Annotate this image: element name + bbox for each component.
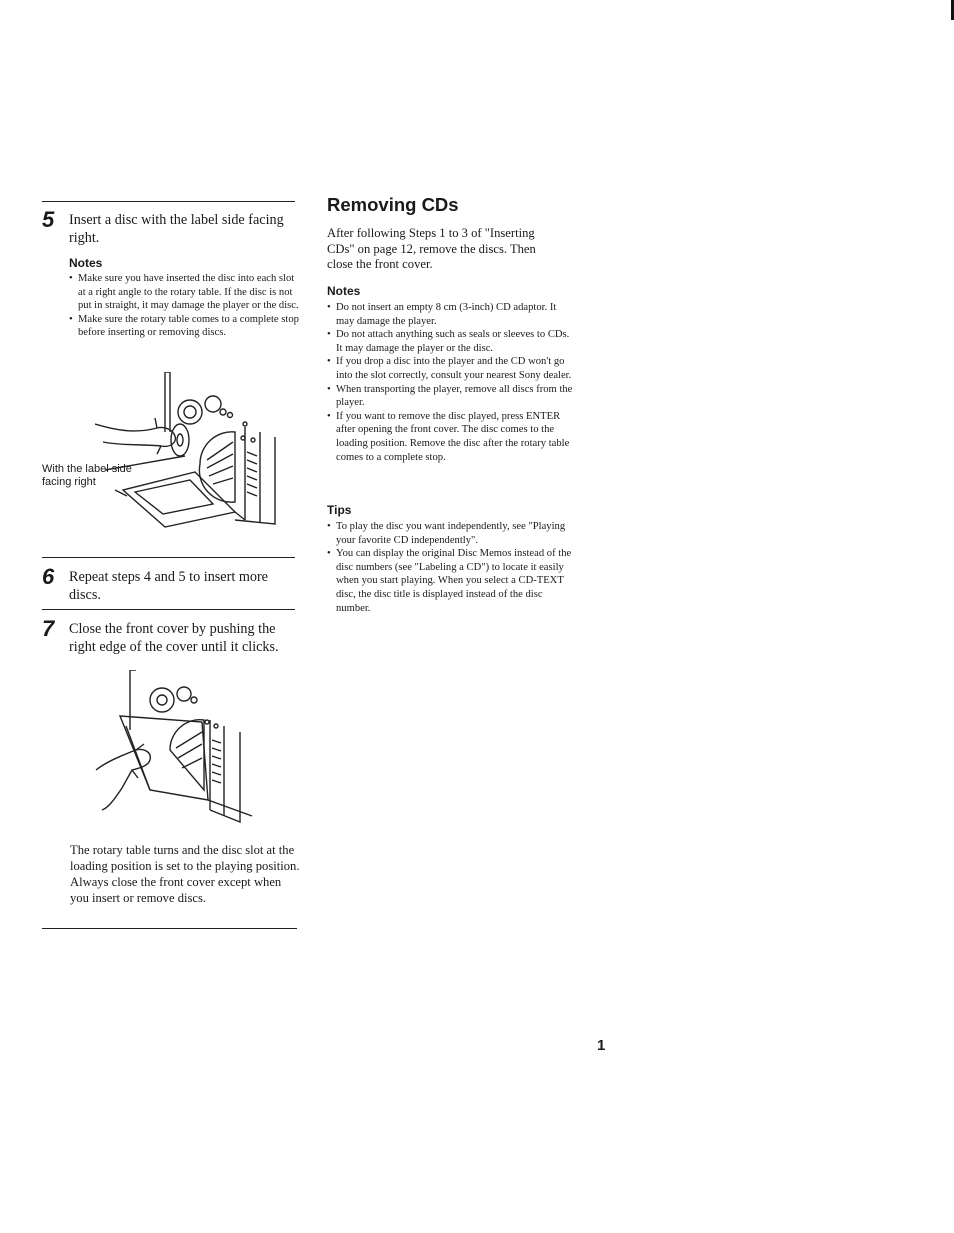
tip-item: • You can display the original Disc Memos instead of the disc numbers (see "Labeling a CD") to locate it easily when you start playing. When you select a CD-TEXT disc, the disc title is displayed instead of the disc number. <box>327 547 577 615</box>
tips-heading: Tips <box>327 503 352 517</box>
result-text: The rotary table turns and the disc slot at the loading position is set to the playing position. <box>70 843 300 873</box>
note-item: • Do not attach anything such as seals or sleeves to CDs. It may damage the player or the disc. <box>327 328 577 355</box>
note-item: • Do not insert an empty 8 cm (3-inch) CD adaptor. It may damage the player. <box>327 301 577 328</box>
page-number: 1 <box>597 1037 606 1054</box>
tips-section <box>327 503 577 615</box>
result-text: Always close the front cover except when you insert or remove discs. <box>70 875 282 905</box>
step-6 <box>42 566 298 606</box>
step-text: Close the front cover by pushing the right edge of the cover until it clicks. <box>69 621 279 655</box>
note-item: • If you want to remove the disc played, press ENTER after opening the front cover. The disc comes to the loading position. Remove the disc after the rotary table comes to a complete stop. <box>327 410 577 464</box>
tip-item: • To play the disc you want independently, see "Playing your favorite CD independently". <box>327 520 577 547</box>
insert-disc-illustration <box>95 372 295 532</box>
notes-section <box>327 284 577 464</box>
step-text: Insert a disc with the label side facing right. <box>69 212 284 246</box>
note-item: • Make sure the rotary table comes to a complete stop before inserting or removing discs. <box>69 313 299 340</box>
step-number: 7 <box>42 616 55 641</box>
section-rule <box>42 928 297 929</box>
step-number: 5 <box>42 207 55 232</box>
close-cover-illustration <box>92 670 262 830</box>
notes-list <box>69 272 299 340</box>
step-5-notes <box>42 256 298 340</box>
section-rule <box>42 557 295 558</box>
step-5 <box>42 209 298 249</box>
intro-text: After following Steps 1 to 3 of "Inserting CDs" on page 12, remove the discs. Then close the front cover. <box>327 226 536 272</box>
section-rule <box>42 201 295 202</box>
note-item: • Make sure you have inserted the disc into each slot at a right angle to the rotary table. If the disc is not put in straight, it may damage the player or the disc. <box>69 272 299 313</box>
notes-heading: Notes <box>327 284 361 298</box>
section-rule <box>42 609 295 610</box>
notes-list <box>327 301 577 464</box>
step-7-result <box>70 843 300 906</box>
step-7 <box>42 618 298 658</box>
note-item: • If you drop a disc into the player and the CD won't go into the slot correctly, consult your nearest Sony dealer. <box>327 355 577 382</box>
page-title: Removing CDs <box>327 194 459 215</box>
notes-heading: Notes <box>69 256 103 270</box>
step-text: Repeat steps 4 and 5 to insert more discs. <box>69 569 268 603</box>
step-number: 6 <box>42 564 55 589</box>
tips-list <box>327 520 577 615</box>
note-item: • When transporting the player, remove all discs from the player. <box>327 383 577 410</box>
figure-callout: With the label side facing right <box>42 463 132 488</box>
